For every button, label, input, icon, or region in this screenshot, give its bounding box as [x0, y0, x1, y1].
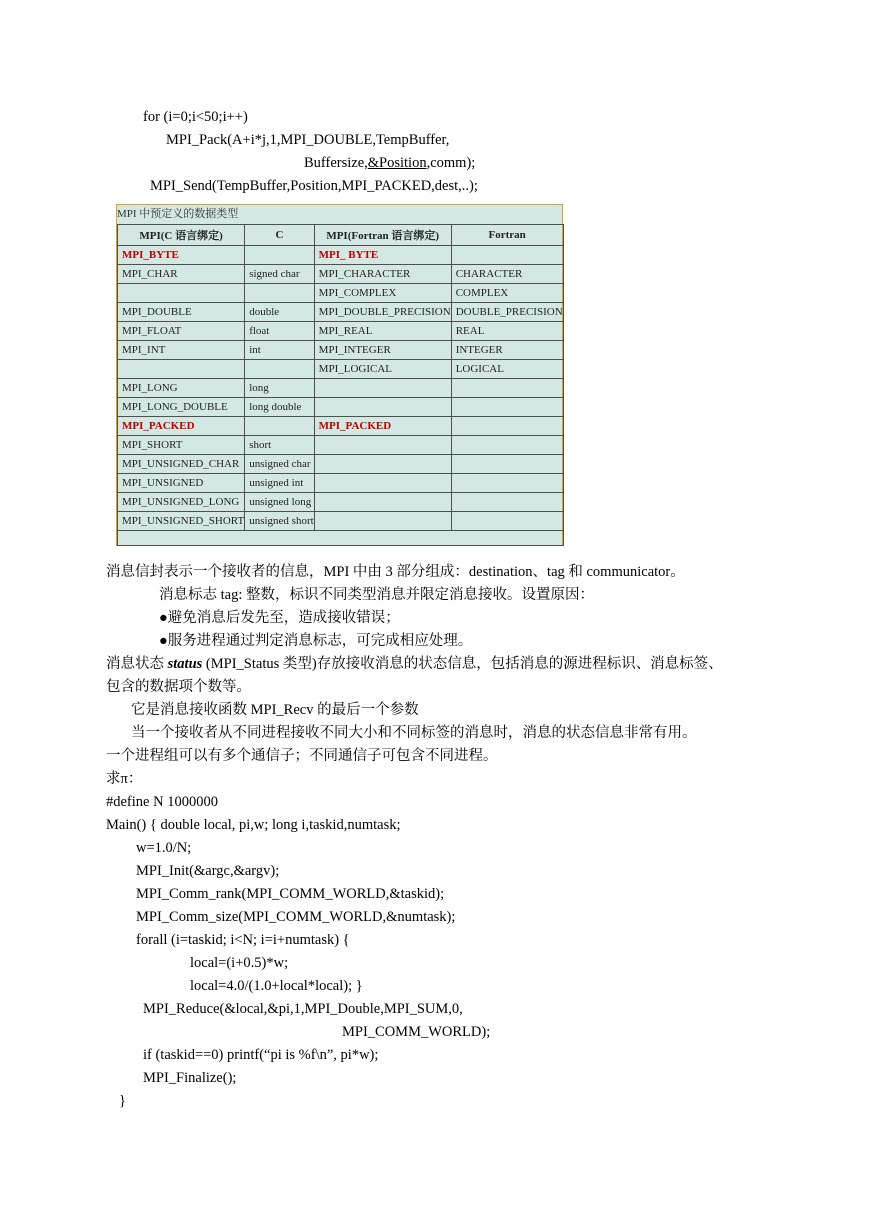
table-cell: int — [245, 341, 314, 360]
table-cell: MPI_LOGICAL — [314, 360, 451, 379]
table-cell — [314, 379, 451, 398]
code-line: MPI_Comm_rank(MPI_COMM_WORLD,&taskid); — [136, 886, 445, 902]
table-cell: INTEGER — [451, 341, 563, 360]
table-row — [118, 417, 564, 436]
table-cell: MPI_LONG_DOUBLE — [118, 398, 245, 417]
table-row — [118, 379, 564, 398]
code-fragment-underlined: &Position — [367, 155, 427, 171]
table-cell: MPI_LONG — [118, 379, 245, 398]
table-cell — [451, 246, 563, 265]
table-cell: MPI_UNSIGNED_SHORT — [118, 512, 245, 531]
table-row — [118, 322, 564, 341]
table-cell: MPI_PACKED — [314, 417, 451, 436]
table-body — [118, 246, 564, 546]
table-cell: unsigned long — [245, 493, 314, 512]
code-line: local=4.0/(1.0+local*local); } — [190, 978, 363, 994]
table-row — [118, 341, 564, 360]
code-line: } — [119, 1093, 126, 1109]
table-row — [118, 455, 564, 474]
table-cell: float — [245, 322, 314, 341]
datatype-table — [117, 224, 564, 546]
datatype-table-figure — [116, 204, 563, 546]
paragraph: 一个进程组可以有多个通信子；不同通信子可包含不同进程。 — [106, 748, 498, 764]
header-mpi-fortran: MPI(Fortran 语言绑定) — [314, 225, 451, 246]
paragraph — [106, 654, 723, 674]
code-line: MPI_Pack(A+i*j,1,MPI_DOUBLE,TempBuffer, — [166, 132, 450, 148]
code-line: MPI_Reduce(&local,&pi,1,MPI_Double,MPI_SUM,0, — [143, 1001, 463, 1017]
table-cell: MPI_UNSIGNED_LONG — [118, 493, 245, 512]
table-cell: MPI_DOUBLE_PRECISION — [314, 303, 451, 322]
table-cell: signed char — [245, 265, 314, 284]
code-line: if (taskid==0) printf(“pi is %f\n”, pi*w); — [143, 1047, 379, 1063]
table-filler-cell — [118, 531, 564, 546]
paragraph: 它是消息接收函数 MPI_Recv 的最后一个参数 — [131, 702, 419, 718]
table-row — [118, 474, 564, 493]
table-cell — [314, 493, 451, 512]
table-row — [118, 398, 564, 417]
table-cell: MPI_CHARACTER — [314, 265, 451, 284]
table-cell: short — [245, 436, 314, 455]
table-cell: unsigned int — [245, 474, 314, 493]
table-cell: MPI_BYTE — [118, 246, 245, 265]
table-cell: MPI_INT — [118, 341, 245, 360]
table-cell — [245, 284, 314, 303]
table-filler-row — [118, 531, 564, 546]
table-cell: unsigned short — [245, 512, 314, 531]
table-cell: MPI_SHORT — [118, 436, 245, 455]
table-cell — [314, 474, 451, 493]
table-row — [118, 360, 564, 379]
table-cell — [245, 246, 314, 265]
table-cell: CHARACTER — [451, 265, 563, 284]
table-cell — [451, 474, 563, 493]
header-mpi-c: MPI(C 语言绑定) — [118, 225, 245, 246]
table-cell: REAL — [451, 322, 563, 341]
table-cell — [451, 398, 563, 417]
code-line: w=1.0/N; — [136, 840, 192, 856]
text-fragment: 消息状态 — [106, 656, 168, 672]
table-cell: MPI_UNSIGNED — [118, 474, 245, 493]
header-fortran: Fortran — [451, 225, 563, 246]
code-fragment: ,comm); — [426, 155, 476, 171]
table-cell — [451, 493, 563, 512]
table-cell — [451, 436, 563, 455]
code-line: Main() { double local, pi,w; long i,taskid,numtask; — [106, 817, 401, 833]
code-line — [304, 153, 475, 173]
status-keyword: status — [167, 656, 203, 672]
code-line: for (i=0;i<50;i++) — [143, 109, 248, 125]
bullet-item: ●服务进程通过判定消息标志，可完成相应处理。 — [159, 633, 473, 649]
table-cell: COMPLEX — [451, 284, 563, 303]
table-caption: MPI 中预定义的数据类型 — [117, 208, 239, 220]
table-cell: double — [245, 303, 314, 322]
table-cell — [451, 455, 563, 474]
text-fragment: (MPI_Status 类型)存放接收消息的状态信息，包括消息的源进程标识、消息标签、 — [202, 656, 723, 672]
table-cell: unsigned char — [245, 455, 314, 474]
table-cell: MPI_ BYTE — [314, 246, 451, 265]
table-cell — [245, 417, 314, 436]
table-cell: MPI_UNSIGNED_CHAR — [118, 455, 245, 474]
table-cell: MPI_DOUBLE — [118, 303, 245, 322]
table-cell: DOUBLE_PRECISION — [451, 303, 563, 322]
table-cell: MPI_INTEGER — [314, 341, 451, 360]
code-fragment: Buffersize, — [304, 155, 368, 171]
code-line: #define N 1000000 — [106, 794, 218, 810]
paragraph: 消息标志 tag: 整数，标识不同类型消息并限定消息接收。设置原因： — [159, 587, 594, 603]
table-cell — [314, 398, 451, 417]
table-cell: long double — [245, 398, 314, 417]
code-line: local=(i+0.5)*w; — [190, 955, 289, 971]
table-header-row — [118, 225, 564, 246]
paragraph: 求π： — [106, 771, 143, 787]
header-c: C — [245, 225, 314, 246]
table-cell: MPI_PACKED — [118, 417, 245, 436]
table-cell: MPI_CHAR — [118, 265, 245, 284]
table-cell — [245, 360, 314, 379]
table-cell — [118, 284, 245, 303]
code-line: MPI_Comm_size(MPI_COMM_WORLD,&numtask); — [136, 909, 456, 925]
table-row — [118, 512, 564, 531]
table-cell — [118, 360, 245, 379]
table-row — [118, 303, 564, 322]
table-row — [118, 246, 564, 265]
table-row — [118, 265, 564, 284]
table-cell: MPI_COMPLEX — [314, 284, 451, 303]
bullet-item: ●避免消息后发先至，造成接收错误； — [159, 610, 400, 626]
table-cell — [451, 417, 563, 436]
table-cell: MPI_FLOAT — [118, 322, 245, 341]
paragraph: 当一个接收者从不同进程接收不同大小和不同标签的消息时，消息的状态信息非常有用。 — [131, 725, 697, 741]
table-cell: LOGICAL — [451, 360, 563, 379]
paragraph: 包含的数据项个数等。 — [106, 679, 251, 695]
code-line: MPI_Init(&argc,&argv); — [136, 863, 280, 879]
table-row — [118, 436, 564, 455]
code-line: forall (i=taskid; i<N; i=i+numtask) { — [136, 932, 350, 948]
table-cell — [451, 379, 563, 398]
table-cell — [314, 436, 451, 455]
table-cell — [451, 512, 563, 531]
table-cell: MPI_REAL — [314, 322, 451, 341]
table-cell — [314, 512, 451, 531]
table-row — [118, 493, 564, 512]
table-cell: long — [245, 379, 314, 398]
paragraph: 消息信封表示一个接收者的信息，MPI 中由 3 部分组成：destination、tag 和 communicator。 — [106, 564, 685, 580]
table-row — [118, 284, 564, 303]
code-line: MPI_Finalize(); — [143, 1070, 237, 1086]
code-line: MPI_COMM_WORLD); — [342, 1024, 491, 1040]
table-cell — [314, 455, 451, 474]
code-line: MPI_Send(TempBuffer,Position,MPI_PACKED,dest,..); — [150, 178, 478, 194]
